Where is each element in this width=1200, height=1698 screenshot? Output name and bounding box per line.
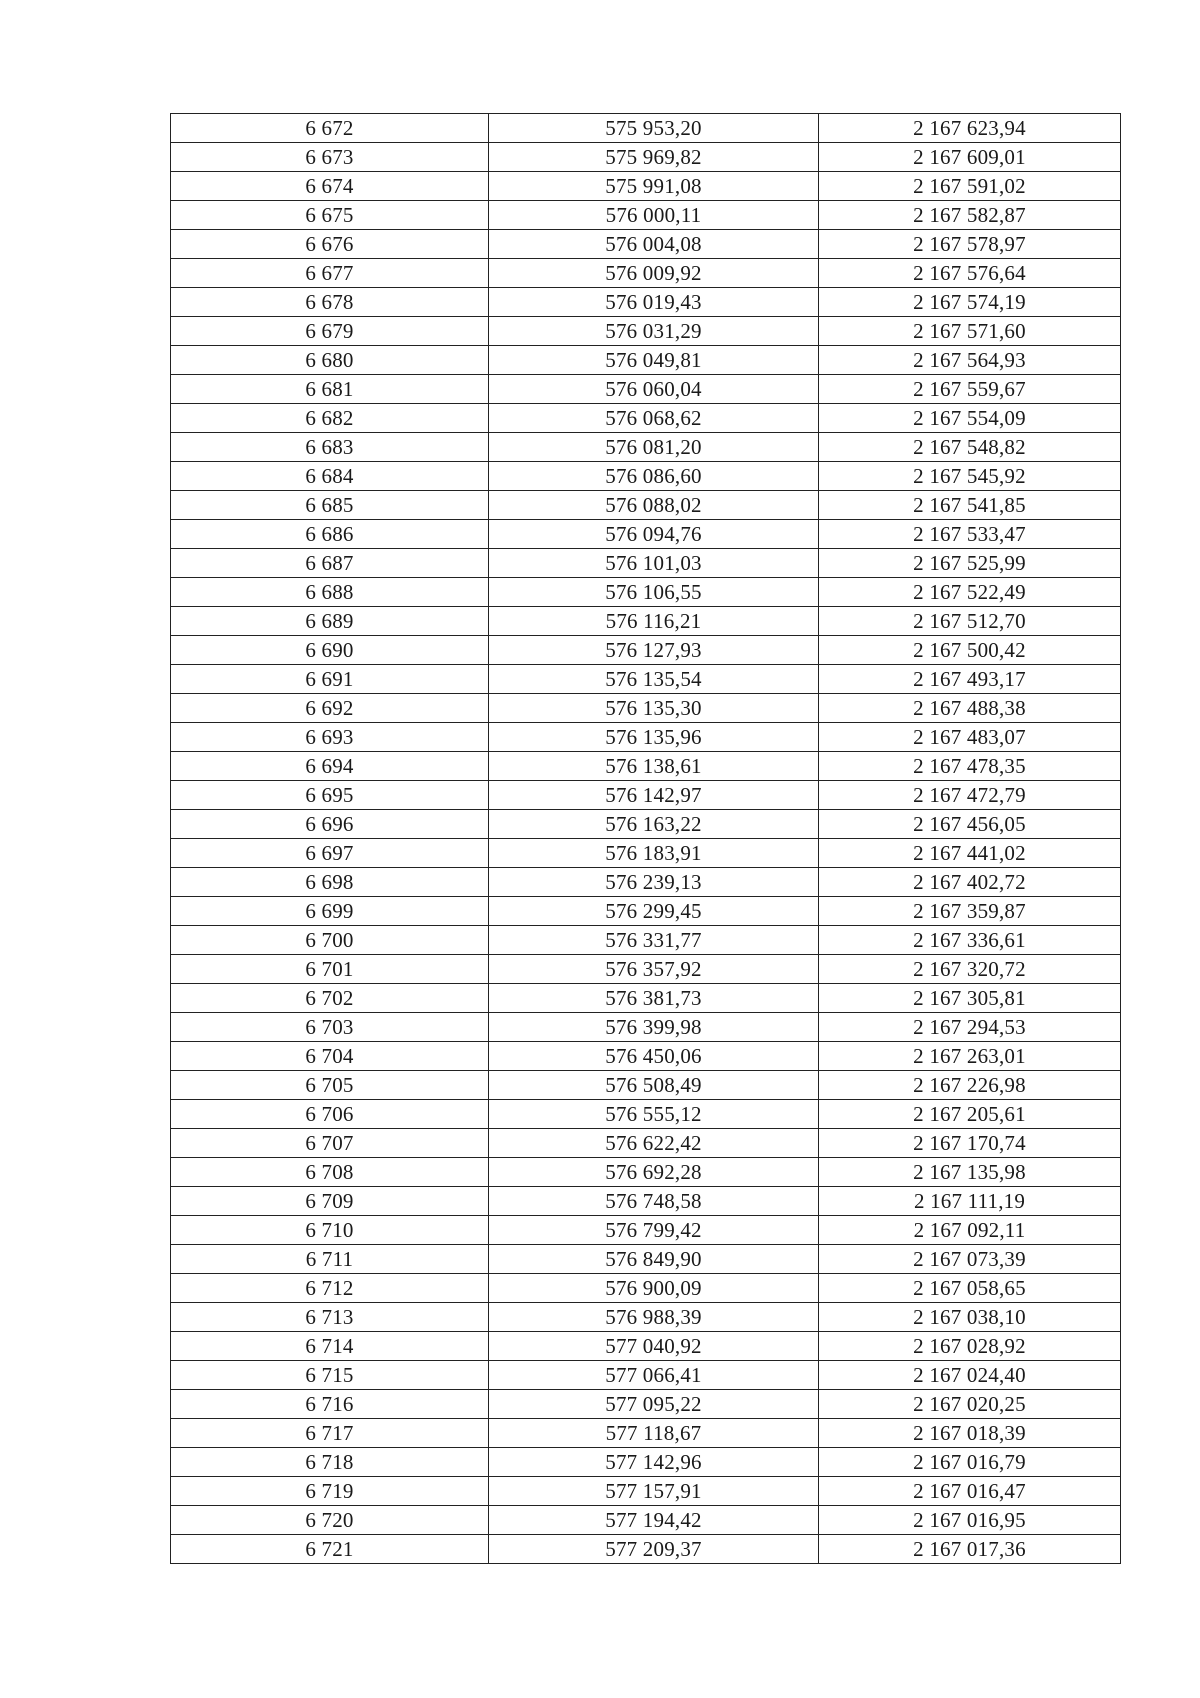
point-number-cell: 6 709 (171, 1187, 489, 1216)
y-coordinate-cell: 2 167 205,61 (819, 1100, 1121, 1129)
x-coordinate-cell: 577 194,42 (489, 1506, 819, 1535)
table-row (171, 1361, 1121, 1390)
table-row (171, 143, 1121, 172)
table-row (171, 1129, 1121, 1158)
table-row (171, 346, 1121, 375)
x-coordinate-cell: 576 692,28 (489, 1158, 819, 1187)
x-coordinate-cell: 576 049,81 (489, 346, 819, 375)
y-coordinate-cell: 2 167 402,72 (819, 868, 1121, 897)
point-number-cell: 6 720 (171, 1506, 489, 1535)
table-row (171, 1332, 1121, 1361)
point-number-cell: 6 700 (171, 926, 489, 955)
table-row (171, 578, 1121, 607)
y-coordinate-cell: 2 167 336,61 (819, 926, 1121, 955)
table-row (171, 607, 1121, 636)
point-number-cell: 6 688 (171, 578, 489, 607)
y-coordinate-cell: 2 167 541,85 (819, 491, 1121, 520)
coordinates-table (170, 113, 1121, 1564)
y-coordinate-cell: 2 167 441,02 (819, 839, 1121, 868)
y-coordinate-cell: 2 167 020,25 (819, 1390, 1121, 1419)
x-coordinate-cell: 576 116,21 (489, 607, 819, 636)
table-row (171, 1274, 1121, 1303)
table-row (171, 1535, 1121, 1564)
point-number-cell: 6 716 (171, 1390, 489, 1419)
x-coordinate-cell: 577 209,37 (489, 1535, 819, 1564)
table-row (171, 230, 1121, 259)
x-coordinate-cell: 576 555,12 (489, 1100, 819, 1129)
point-number-cell: 6 675 (171, 201, 489, 230)
x-coordinate-cell: 576 000,11 (489, 201, 819, 230)
x-coordinate-cell: 576 748,58 (489, 1187, 819, 1216)
y-coordinate-cell: 2 167 028,92 (819, 1332, 1121, 1361)
y-coordinate-cell: 2 167 294,53 (819, 1013, 1121, 1042)
x-coordinate-cell: 577 142,96 (489, 1448, 819, 1477)
x-coordinate-cell: 576 068,62 (489, 404, 819, 433)
table-row (171, 462, 1121, 491)
y-coordinate-cell: 2 167 545,92 (819, 462, 1121, 491)
y-coordinate-cell: 2 167 016,47 (819, 1477, 1121, 1506)
table-row (171, 1245, 1121, 1274)
x-coordinate-cell: 576 086,60 (489, 462, 819, 491)
point-number-cell: 6 696 (171, 810, 489, 839)
table-row (171, 810, 1121, 839)
point-number-cell: 6 695 (171, 781, 489, 810)
x-coordinate-cell: 576 101,03 (489, 549, 819, 578)
table-row (171, 1100, 1121, 1129)
table-row (171, 1419, 1121, 1448)
y-coordinate-cell: 2 167 574,19 (819, 288, 1121, 317)
y-coordinate-cell: 2 167 548,82 (819, 433, 1121, 462)
y-coordinate-cell: 2 167 483,07 (819, 723, 1121, 752)
point-number-cell: 6 707 (171, 1129, 489, 1158)
table-row (171, 1042, 1121, 1071)
table-row (171, 172, 1121, 201)
y-coordinate-cell: 2 167 305,81 (819, 984, 1121, 1013)
y-coordinate-cell: 2 167 456,05 (819, 810, 1121, 839)
point-number-cell: 6 719 (171, 1477, 489, 1506)
x-coordinate-cell: 577 118,67 (489, 1419, 819, 1448)
point-number-cell: 6 708 (171, 1158, 489, 1187)
table-row (171, 114, 1121, 143)
x-coordinate-cell: 576 031,29 (489, 317, 819, 346)
table-row (171, 201, 1121, 230)
y-coordinate-cell: 2 167 500,42 (819, 636, 1121, 665)
x-coordinate-cell: 576 009,92 (489, 259, 819, 288)
x-coordinate-cell: 576 357,92 (489, 955, 819, 984)
point-number-cell: 6 685 (171, 491, 489, 520)
table-row (171, 1187, 1121, 1216)
table-row (171, 520, 1121, 549)
x-coordinate-cell: 575 969,82 (489, 143, 819, 172)
table-row (171, 1013, 1121, 1042)
table-row (171, 781, 1121, 810)
x-coordinate-cell: 577 157,91 (489, 1477, 819, 1506)
x-coordinate-cell: 576 183,91 (489, 839, 819, 868)
table-row (171, 926, 1121, 955)
point-number-cell: 6 717 (171, 1419, 489, 1448)
x-coordinate-cell: 576 135,54 (489, 665, 819, 694)
point-number-cell: 6 684 (171, 462, 489, 491)
point-number-cell: 6 698 (171, 868, 489, 897)
x-coordinate-cell: 577 066,41 (489, 1361, 819, 1390)
point-number-cell: 6 712 (171, 1274, 489, 1303)
x-coordinate-cell: 576 299,45 (489, 897, 819, 926)
x-coordinate-cell: 575 953,20 (489, 114, 819, 143)
point-number-cell: 6 682 (171, 404, 489, 433)
y-coordinate-cell: 2 167 493,17 (819, 665, 1121, 694)
point-number-cell: 6 672 (171, 114, 489, 143)
x-coordinate-cell: 576 331,77 (489, 926, 819, 955)
x-coordinate-cell: 576 142,97 (489, 781, 819, 810)
point-number-cell: 6 699 (171, 897, 489, 926)
point-number-cell: 6 693 (171, 723, 489, 752)
table-row (171, 1303, 1121, 1332)
table-row (171, 694, 1121, 723)
x-coordinate-cell: 576 622,42 (489, 1129, 819, 1158)
table-row (171, 839, 1121, 868)
point-number-cell: 6 697 (171, 839, 489, 868)
point-number-cell: 6 691 (171, 665, 489, 694)
table-row (171, 491, 1121, 520)
table-row (171, 1071, 1121, 1100)
y-coordinate-cell: 2 167 111,19 (819, 1187, 1121, 1216)
point-number-cell: 6 687 (171, 549, 489, 578)
point-number-cell: 6 704 (171, 1042, 489, 1071)
y-coordinate-cell: 2 167 554,09 (819, 404, 1121, 433)
y-coordinate-cell: 2 167 576,64 (819, 259, 1121, 288)
point-number-cell: 6 711 (171, 1245, 489, 1274)
x-coordinate-cell: 577 095,22 (489, 1390, 819, 1419)
x-coordinate-cell: 576 239,13 (489, 868, 819, 897)
table-row (171, 1158, 1121, 1187)
table-row (171, 317, 1121, 346)
x-coordinate-cell: 576 081,20 (489, 433, 819, 462)
point-number-cell: 6 674 (171, 172, 489, 201)
point-number-cell: 6 714 (171, 1332, 489, 1361)
point-number-cell: 6 678 (171, 288, 489, 317)
y-coordinate-cell: 2 167 058,65 (819, 1274, 1121, 1303)
point-number-cell: 6 681 (171, 375, 489, 404)
x-coordinate-cell: 577 040,92 (489, 1332, 819, 1361)
point-number-cell: 6 690 (171, 636, 489, 665)
point-number-cell: 6 677 (171, 259, 489, 288)
table-row (171, 723, 1121, 752)
coordinates-table-body (171, 114, 1121, 1564)
y-coordinate-cell: 2 167 024,40 (819, 1361, 1121, 1390)
x-coordinate-cell: 576 900,09 (489, 1274, 819, 1303)
point-number-cell: 6 703 (171, 1013, 489, 1042)
point-number-cell: 6 683 (171, 433, 489, 462)
y-coordinate-cell: 2 167 018,39 (819, 1419, 1121, 1448)
x-coordinate-cell: 576 127,93 (489, 636, 819, 665)
table-row (171, 375, 1121, 404)
point-number-cell: 6 705 (171, 1071, 489, 1100)
point-number-cell: 6 686 (171, 520, 489, 549)
table-row (171, 897, 1121, 926)
x-coordinate-cell: 576 094,76 (489, 520, 819, 549)
table-row (171, 752, 1121, 781)
x-coordinate-cell: 576 988,39 (489, 1303, 819, 1332)
x-coordinate-cell: 576 799,42 (489, 1216, 819, 1245)
y-coordinate-cell: 2 167 512,70 (819, 607, 1121, 636)
point-number-cell: 6 710 (171, 1216, 489, 1245)
table-row (171, 1216, 1121, 1245)
y-coordinate-cell: 2 167 564,93 (819, 346, 1121, 375)
x-coordinate-cell: 576 019,43 (489, 288, 819, 317)
x-coordinate-cell: 576 004,08 (489, 230, 819, 259)
point-number-cell: 6 692 (171, 694, 489, 723)
y-coordinate-cell: 2 167 578,97 (819, 230, 1121, 259)
x-coordinate-cell: 576 135,96 (489, 723, 819, 752)
table-row (171, 955, 1121, 984)
y-coordinate-cell: 2 167 359,87 (819, 897, 1121, 926)
point-number-cell: 6 680 (171, 346, 489, 375)
x-coordinate-cell: 576 088,02 (489, 491, 819, 520)
x-coordinate-cell: 576 450,06 (489, 1042, 819, 1071)
y-coordinate-cell: 2 167 073,39 (819, 1245, 1121, 1274)
point-number-cell: 6 713 (171, 1303, 489, 1332)
y-coordinate-cell: 2 167 488,38 (819, 694, 1121, 723)
y-coordinate-cell: 2 167 533,47 (819, 520, 1121, 549)
table-row (171, 1448, 1121, 1477)
table-row (171, 1477, 1121, 1506)
x-coordinate-cell: 576 163,22 (489, 810, 819, 839)
table-row (171, 984, 1121, 1013)
y-coordinate-cell: 2 167 591,02 (819, 172, 1121, 201)
y-coordinate-cell: 2 167 472,79 (819, 781, 1121, 810)
x-coordinate-cell: 576 135,30 (489, 694, 819, 723)
x-coordinate-cell: 575 991,08 (489, 172, 819, 201)
y-coordinate-cell: 2 167 522,49 (819, 578, 1121, 607)
table-row (171, 868, 1121, 897)
y-coordinate-cell: 2 167 017,36 (819, 1535, 1121, 1564)
y-coordinate-cell: 2 167 226,98 (819, 1071, 1121, 1100)
x-coordinate-cell: 576 508,49 (489, 1071, 819, 1100)
table-row (171, 665, 1121, 694)
point-number-cell: 6 702 (171, 984, 489, 1013)
point-number-cell: 6 721 (171, 1535, 489, 1564)
y-coordinate-cell: 2 167 478,35 (819, 752, 1121, 781)
table-row (171, 288, 1121, 317)
y-coordinate-cell: 2 167 320,72 (819, 955, 1121, 984)
y-coordinate-cell: 2 167 571,60 (819, 317, 1121, 346)
table-row (171, 404, 1121, 433)
point-number-cell: 6 694 (171, 752, 489, 781)
point-number-cell: 6 679 (171, 317, 489, 346)
y-coordinate-cell: 2 167 623,94 (819, 114, 1121, 143)
y-coordinate-cell: 2 167 263,01 (819, 1042, 1121, 1071)
point-number-cell: 6 673 (171, 143, 489, 172)
y-coordinate-cell: 2 167 170,74 (819, 1129, 1121, 1158)
table-row (171, 1390, 1121, 1419)
y-coordinate-cell: 2 167 135,98 (819, 1158, 1121, 1187)
x-coordinate-cell: 576 106,55 (489, 578, 819, 607)
table-row (171, 433, 1121, 462)
point-number-cell: 6 715 (171, 1361, 489, 1390)
table-row (171, 259, 1121, 288)
point-number-cell: 6 701 (171, 955, 489, 984)
y-coordinate-cell: 2 167 038,10 (819, 1303, 1121, 1332)
x-coordinate-cell: 576 138,61 (489, 752, 819, 781)
x-coordinate-cell: 576 060,04 (489, 375, 819, 404)
y-coordinate-cell: 2 167 092,11 (819, 1216, 1121, 1245)
table-row (171, 549, 1121, 578)
x-coordinate-cell: 576 381,73 (489, 984, 819, 1013)
y-coordinate-cell: 2 167 016,95 (819, 1506, 1121, 1535)
y-coordinate-cell: 2 167 016,79 (819, 1448, 1121, 1477)
y-coordinate-cell: 2 167 559,67 (819, 375, 1121, 404)
y-coordinate-cell: 2 167 582,87 (819, 201, 1121, 230)
point-number-cell: 6 718 (171, 1448, 489, 1477)
y-coordinate-cell: 2 167 609,01 (819, 143, 1121, 172)
x-coordinate-cell: 576 399,98 (489, 1013, 819, 1042)
point-number-cell: 6 706 (171, 1100, 489, 1129)
y-coordinate-cell: 2 167 525,99 (819, 549, 1121, 578)
x-coordinate-cell: 576 849,90 (489, 1245, 819, 1274)
table-row (171, 1506, 1121, 1535)
point-number-cell: 6 676 (171, 230, 489, 259)
table-row (171, 636, 1121, 665)
point-number-cell: 6 689 (171, 607, 489, 636)
